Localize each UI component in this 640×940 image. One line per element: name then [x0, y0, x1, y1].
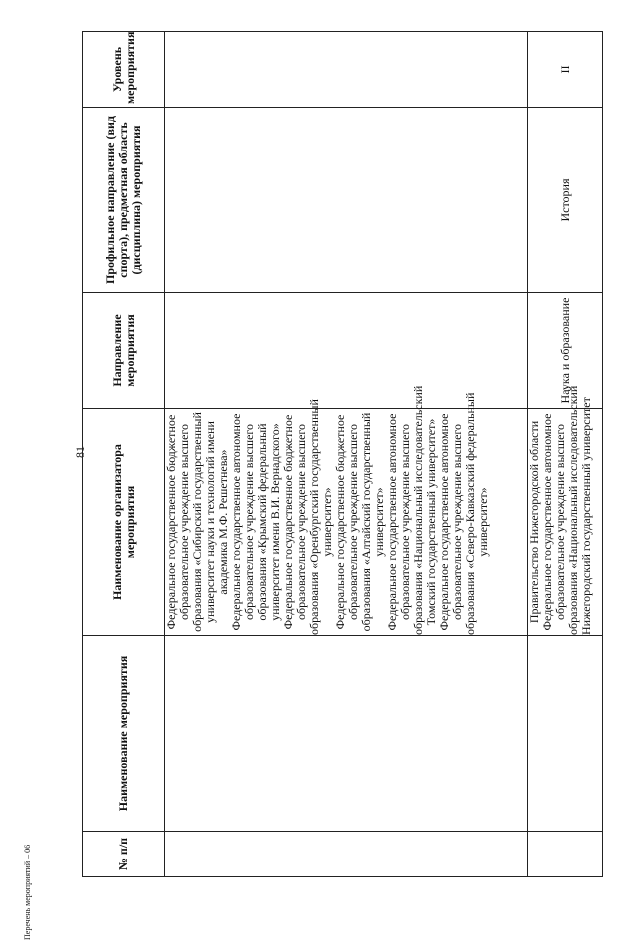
- organizer-line: образовательное учреждение высшего: [450, 423, 464, 621]
- organizer-line: Федеральное государственное автономное: [437, 413, 451, 631]
- header-profile: Профильное направление (вид спорта), предметная область (дисциплина) мероприятия: [83, 108, 165, 293]
- cell-direction: Наука и образование: [528, 293, 603, 409]
- organizer-line: университет»: [476, 487, 490, 557]
- cell-direction: [165, 293, 528, 409]
- events-table: [82, 31, 603, 877]
- organizer-line: Правительство Нижегородской области: [527, 420, 541, 624]
- header-direction: Направление мероприятия: [83, 293, 165, 409]
- cell-num: [165, 832, 528, 877]
- organizer-line: Федеральное государственное автономное: [385, 413, 399, 631]
- organizer-line: университет имени В.И. Вернадского»: [268, 423, 282, 621]
- cell-level: [165, 32, 528, 108]
- cell-profile: История: [528, 108, 603, 293]
- organizer-line: университет науки и технологий имени: [203, 421, 217, 623]
- cell-event-name: [528, 636, 603, 832]
- events-table-frame: [82, 32, 602, 877]
- organizer-line: образования «Крымский федеральный: [255, 423, 269, 621]
- organizer-line: образования «Сибирский государственный: [190, 412, 204, 632]
- organizer-line: образования «Оренбургский государственный: [307, 399, 321, 635]
- footer-text: Перечень мероприятий – 06: [23, 844, 32, 940]
- organizer-line: образовательное учреждение высшего: [242, 423, 256, 621]
- organizer-line: образовательное учреждение высшего: [294, 423, 308, 621]
- header-event-name: Наименование мероприятия: [83, 636, 165, 832]
- organizer-line: образования «Северо-Кавказский федеральный: [463, 392, 477, 635]
- organizer-line: Федеральное государственное бюджетное: [164, 414, 178, 630]
- organizer-line: образовательное учреждение высшего: [346, 423, 360, 621]
- organizer-line: Федеральное государственное бюджетное: [333, 414, 347, 630]
- header-num: № п/п: [83, 832, 165, 877]
- header-level: Уровень мероприятия: [83, 32, 165, 108]
- organizer-line: Федеральное государственное бюджетное: [281, 414, 295, 630]
- cell-organizer: [164, 385, 528, 636]
- cell-organizer: [527, 385, 603, 636]
- organizer-line: Федеральное государственное автономное: [229, 413, 243, 631]
- table-row: [528, 32, 603, 877]
- organizer-line: образования «Национальный исследовательский: [411, 385, 425, 635]
- organizer-line: университет»: [320, 487, 334, 557]
- organizer-line: образования «Национальный исследовательский: [566, 385, 580, 635]
- organizer-line: Томский государственный университет»: [424, 418, 438, 626]
- header-organizer-name: Наименование организатора мероприятия: [83, 409, 165, 636]
- organizer-line: образования «Алтайский государственный: [359, 412, 373, 632]
- organizer-line: образовательное учреждение высшего: [177, 423, 191, 621]
- table-row: [165, 32, 528, 877]
- cell-event-name: [165, 636, 528, 832]
- table-header-row: [83, 32, 165, 877]
- cell-num: [528, 832, 603, 877]
- organizer-line: Федеральное государственное автономное: [540, 413, 554, 631]
- cell-profile: [165, 108, 528, 293]
- organizer-line: образовательное учреждение высшего: [398, 423, 412, 621]
- cell-level: II: [528, 32, 603, 108]
- page-number: 81: [73, 446, 87, 458]
- organizer-line: Нижегородский государственный университет: [579, 397, 593, 635]
- organizer-line: академика М.Ф. Решетнева»: [216, 449, 230, 595]
- organizer-line: образовательное учреждение высшего: [553, 423, 567, 621]
- organizer-line: университет»: [372, 487, 386, 557]
